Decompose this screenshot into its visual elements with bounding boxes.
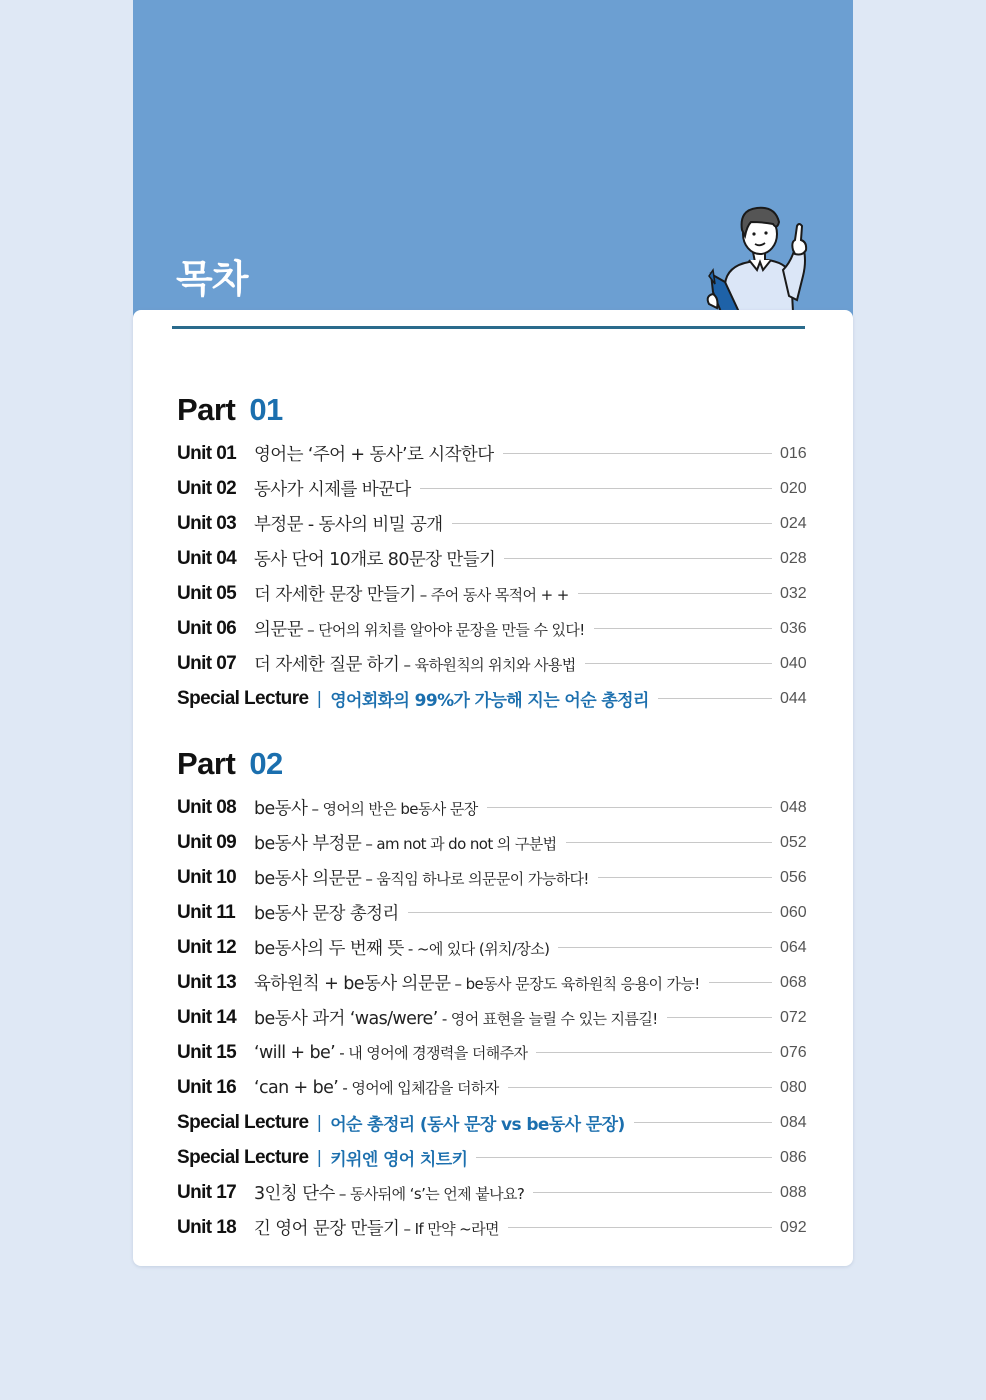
entry-title: 영어는 ‘주어 + 동사’로 시작한다 <box>254 445 494 465</box>
dot-leader <box>536 1052 772 1053</box>
dot-leader <box>503 453 773 454</box>
page-title: 목차 <box>176 257 248 301</box>
entry-label: Special Lecture <box>177 1111 309 1133</box>
toc-entry-special-lecture-1[interactable] <box>177 681 806 716</box>
toc-entry-unit-18[interactable] <box>177 1210 806 1245</box>
entry-label: Unit 01 <box>177 442 237 464</box>
dot-leader <box>598 877 772 878</box>
entry-title: be동사 문장 총정리 <box>254 904 399 924</box>
dot-leader <box>504 558 772 559</box>
toc-entry-special-lecture-3[interactable] <box>177 1140 806 1175</box>
toc-entry-unit-14[interactable] <box>177 1000 806 1035</box>
dot-leader <box>585 663 772 664</box>
dot-leader <box>667 1017 772 1018</box>
part-word: Part <box>177 746 236 781</box>
entry-page-number: 032 <box>780 584 807 602</box>
dot-leader <box>452 523 772 524</box>
entry-title: 더 자세한 질문 하기 – 육하원칙의 위치와 사용법 <box>254 655 576 675</box>
entry-title: be동사의 두 번째 뜻 - ~에 있다 (위치/장소) <box>254 939 550 959</box>
entry-label: Unit 15 <box>177 1041 237 1063</box>
entry-page-number: 048 <box>780 798 807 816</box>
part-heading <box>177 746 806 790</box>
part-word: Part <box>177 392 236 427</box>
entry-title: be동사 과거 ‘was/were’ - 영어 표현을 늘릴 수 있는 지름길! <box>254 1009 658 1029</box>
entry-page-number: 092 <box>780 1218 807 1236</box>
part-heading <box>177 392 806 436</box>
entry-label: Unit 10 <box>177 866 237 888</box>
separator-bar: | <box>316 688 323 709</box>
entry-page-number: 088 <box>780 1183 807 1201</box>
entry-label: Unit 09 <box>177 831 237 853</box>
part-02-section <box>177 746 806 1245</box>
toc-entry-unit-12[interactable] <box>177 930 806 965</box>
entry-title: be동사 의문문 – 움직임 하나로 의문문이 가능하다! <box>254 869 589 889</box>
entry-title: 3인칭 단수 – 동사뒤에 ‘s’는 언제 붙나요? <box>254 1184 525 1204</box>
entry-label: Unit 12 <box>177 936 237 958</box>
toc-entry-unit-06[interactable] <box>177 611 806 646</box>
entry-page-number: 028 <box>780 549 807 567</box>
toc-entry-unit-01[interactable] <box>177 436 806 471</box>
toc-entry-unit-08[interactable] <box>177 790 806 825</box>
part-number: 02 <box>249 746 283 781</box>
entry-page-number: 044 <box>780 689 807 707</box>
entry-page-number: 076 <box>780 1043 807 1061</box>
entry-label: Unit 17 <box>177 1181 237 1203</box>
entry-label: Unit 04 <box>177 547 237 569</box>
entry-page-number: 036 <box>780 619 807 637</box>
entry-label: Special Lecture <box>177 1146 309 1168</box>
entry-title: 키위엔 영어 치트키 <box>330 1150 468 1170</box>
dot-leader <box>709 982 772 983</box>
part-01-section <box>177 392 806 716</box>
entry-page-number: 086 <box>780 1148 807 1166</box>
toc-entry-special-lecture-2[interactable] <box>177 1105 806 1140</box>
dot-leader <box>408 912 772 913</box>
separator-bar: | <box>316 1112 323 1133</box>
dot-leader <box>508 1087 772 1088</box>
teacher-pointing-icon <box>703 200 818 312</box>
entry-label: Unit 08 <box>177 796 237 818</box>
entry-title: 더 자세한 문장 만들기 – 주어 동사 목적어 + + <box>254 585 569 605</box>
entry-title: ‘will + be’ - 내 영어에 경쟁력을 더해주자 <box>254 1043 528 1063</box>
entry-label: Unit 16 <box>177 1076 237 1098</box>
entry-page-number: 072 <box>780 1008 807 1026</box>
dot-leader <box>634 1122 772 1123</box>
entry-page-number: 080 <box>780 1078 807 1096</box>
entry-page-number: 052 <box>780 833 807 851</box>
toc-entry-unit-15[interactable] <box>177 1035 806 1070</box>
entry-page-number: 016 <box>780 444 807 462</box>
entry-label: Unit 05 <box>177 582 237 604</box>
entry-page-number: 060 <box>780 903 807 921</box>
toc-entry-unit-10[interactable] <box>177 860 806 895</box>
entry-title: be동사 부정문 – am not 과 do not 의 구분법 <box>254 834 557 854</box>
dot-leader <box>533 1192 772 1193</box>
entry-page-number: 068 <box>780 973 807 991</box>
entry-title: 육하원칙 + be동사 의문문 – be동사 문장도 육하원칙 응용이 가능! <box>254 974 700 994</box>
entry-label: Unit 18 <box>177 1216 237 1238</box>
toc-entry-unit-03[interactable] <box>177 506 806 541</box>
entry-label: Unit 11 <box>177 901 236 923</box>
entry-page-number: 064 <box>780 938 807 956</box>
entry-page-number: 020 <box>780 479 807 497</box>
entry-label: Unit 07 <box>177 652 237 674</box>
dot-leader <box>566 842 772 843</box>
divider-rule <box>172 326 805 329</box>
entry-label: Special Lecture <box>177 687 309 709</box>
entry-label: Unit 14 <box>177 1006 237 1028</box>
toc-entry-unit-05[interactable] <box>177 576 806 611</box>
toc-entry-unit-16[interactable] <box>177 1070 806 1105</box>
entry-title: 영어회화의 99%가 가능해 지는 어순 총정리 <box>330 691 649 711</box>
toc-entry-unit-09[interactable] <box>177 825 806 860</box>
toc-card <box>133 310 853 1266</box>
toc-entry-unit-17[interactable] <box>177 1175 806 1210</box>
dot-leader <box>578 593 772 594</box>
entry-title: 어순 총정리 (동사 문장 vs be동사 문장) <box>330 1115 625 1135</box>
toc-entry-unit-04[interactable] <box>177 541 806 576</box>
entry-label: Unit 06 <box>177 617 237 639</box>
entry-title: be동사 – 영어의 반은 be동사 문장 <box>254 799 478 819</box>
entry-title: ‘can + be’ - 영어에 입체감을 더하자 <box>254 1078 499 1098</box>
entry-label: Unit 03 <box>177 512 237 534</box>
dot-leader <box>476 1157 772 1158</box>
entry-label: Unit 02 <box>177 477 237 499</box>
separator-bar: | <box>316 1147 323 1168</box>
toc-entry-unit-02[interactable] <box>177 471 806 506</box>
dot-leader <box>420 488 772 489</box>
entry-title: 부정문 - 동사의 비밀 공개 <box>254 515 443 535</box>
dot-leader <box>658 698 772 699</box>
dot-leader <box>487 807 772 808</box>
toc-entry-unit-07[interactable] <box>177 646 806 681</box>
entry-label: Unit 13 <box>177 971 237 993</box>
dot-leader <box>508 1227 772 1228</box>
entry-page-number: 056 <box>780 868 807 886</box>
entry-title: 동사 단어 10개로 80문장 만들기 <box>254 550 496 570</box>
part-number: 01 <box>249 392 283 427</box>
entry-title: 긴 영어 문장 만들기 – If 만약 ~라면 <box>254 1219 499 1239</box>
entry-page-number: 084 <box>780 1113 807 1131</box>
toc-entry-unit-13[interactable] <box>177 965 806 1000</box>
dot-leader <box>558 947 772 948</box>
entry-title: 동사가 시제를 바꾼다 <box>254 480 411 500</box>
entry-title: 의문문 – 단어의 위치를 알아야 문장을 만들 수 있다! <box>254 620 585 640</box>
dot-leader <box>594 628 772 629</box>
entry-page-number: 040 <box>780 654 807 672</box>
entry-page-number: 024 <box>780 514 807 532</box>
toc-entry-unit-11[interactable] <box>177 895 806 930</box>
